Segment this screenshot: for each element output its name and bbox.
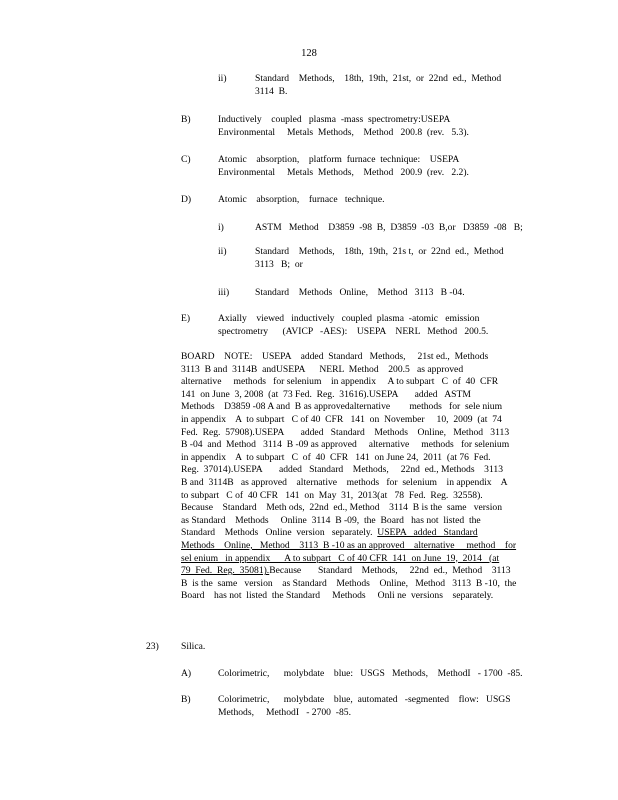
list-label: E) <box>181 313 191 324</box>
text-line: Atomic absorption, furnace technique. <box>218 194 385 205</box>
text-line: Environmental Metals Methods, Method 200.8 (rev. 5.3). <box>218 126 469 138</box>
text-line: Atomic absorption, platform furnace technique: USEPA <box>218 154 460 165</box>
note-text: Standard Methods Online version separately. <box>181 527 373 539</box>
list-label: C) <box>181 154 191 165</box>
note-line: 3113 B and 3114B andUSEPA NERL Method 200.5 as approved <box>181 363 464 375</box>
text-line: ASTM Method D3859 -98 B, D3859 -03 B,or D3859 -08 B; <box>255 222 523 233</box>
list-label: ii) <box>218 73 227 84</box>
note-line: in appendix A to subpart C of 40 CFR 141 on June 24, 2011 (at 76 Fed. <box>181 451 491 463</box>
text-line: Environmental Metals Methods, Method 200.9 (rev. 2.2). <box>218 166 469 178</box>
note-line: B is the same version as Standard Methods Online, Method 3113 B -10, the <box>181 577 517 589</box>
list-label: B) <box>181 694 191 705</box>
note-amendment-line: Methods Online, Method 3113 B -10 as an approved alternative method for <box>181 539 517 551</box>
text-line: spectrometry (AVICP -AES): USEPA NERL Method 200.5. <box>218 325 489 337</box>
note-line <box>181 527 541 540</box>
note-line: 141 on June 3, 2008 (at 73 Fed. Reg. 31616).USEPA added ASTM <box>181 388 471 400</box>
list-item-text <box>218 194 518 207</box>
list-item-text <box>255 222 540 235</box>
section-title: Silica. <box>181 641 206 652</box>
list-item-text <box>255 287 522 300</box>
note-line: alternative methods for selenium in appendix A to subpart C of 40 CFR <box>181 376 499 388</box>
text-line: 3113 B; or <box>255 258 303 270</box>
note-line: in appendix A to subpart C of 40 CFR 141 on November 10, 2009 (at 74 <box>181 413 502 425</box>
text-line: Standard Methods Online, Method 3113 B -04. <box>255 287 465 298</box>
note-line: B and 3114B as approved alternative methods for selenium in appendix A <box>181 476 508 488</box>
list-label: ii) <box>218 246 227 257</box>
list-label: D) <box>181 194 192 205</box>
text-line: Standard Methods, 18th, 19th, 21st, or 22nd ed., Method <box>255 73 502 84</box>
note-line <box>181 565 541 578</box>
note-line: to subpart C of 40 CFR 141 on May 31, 2013(at 78 Fed. Reg. 32558). <box>181 489 483 501</box>
text-line: 3114 B. <box>255 85 288 97</box>
list-item-text <box>218 694 538 719</box>
list-item-text <box>218 154 518 179</box>
text-line: Inductively coupled plasma -mass spectrometry:USEPA <box>218 114 451 125</box>
list-item-text <box>218 313 518 338</box>
note-text: Because Standard Methods, 22nd ed., Method 3113 <box>269 565 511 577</box>
page-number: 128 <box>301 48 317 59</box>
text-line: Axially viewed inductively coupled plasma -atomic emission <box>218 313 480 324</box>
list-item-text <box>218 114 518 139</box>
note-amendment: USEPA added Standard <box>377 527 478 539</box>
text-line: Standard Methods, 18th, 19th, 21s t, or 22nd ed., Method <box>255 246 504 257</box>
text-line: Methods, MethodI - 2700 -85. <box>218 706 351 718</box>
list-label: A) <box>181 668 192 679</box>
list-label: B) <box>181 114 191 125</box>
note-line: Because Standard Meth ods, 22nd ed., Method 3114 B is the same version <box>181 502 502 514</box>
list-label: iii) <box>218 287 230 298</box>
list-label: i) <box>218 222 224 233</box>
note-line: as Standard Methods Online 3114 B -09, the Board has not listed the <box>181 514 481 526</box>
note-line: Board has not listed the Standard Methods Onli ne versions separately. <box>181 590 494 602</box>
note-line: B -04 and Method 3114 B -09 as approved alternative methods for selenium <box>181 439 510 451</box>
note-line: Methods D3859 -08 A and B as approvedalternative methods for sele nium <box>181 401 503 413</box>
section-number: 23) <box>146 641 159 652</box>
note-amendment: 79 Fed. Reg. 35081). <box>181 565 270 577</box>
list-item-text <box>255 73 522 98</box>
note-amendment-line: sel enium in appendix A to subpart C of 40 CFR 141 on June 19, 2014 (at <box>181 552 500 564</box>
note-line: Fed. Reg. 57908).USEPA added Standard Methods Online, Method 3113 <box>181 426 510 438</box>
list-item-text <box>218 668 548 681</box>
board-note <box>181 351 541 603</box>
text-line: Colorimetric, molybdate blue, automated -segmented flow: USGS <box>218 694 511 705</box>
list-item-text <box>255 246 522 271</box>
note-line: Reg. 37014).USEPA added Standard Methods, 22nd ed., Methods 3113 <box>181 464 503 476</box>
note-line: BOARD NOTE: USEPA added Standard Methods, 21st ed., Methods <box>181 351 489 362</box>
text-line: Colorimetric, molybdate blue: USGS Methods, MethodI - 1700 -85. <box>218 668 523 679</box>
